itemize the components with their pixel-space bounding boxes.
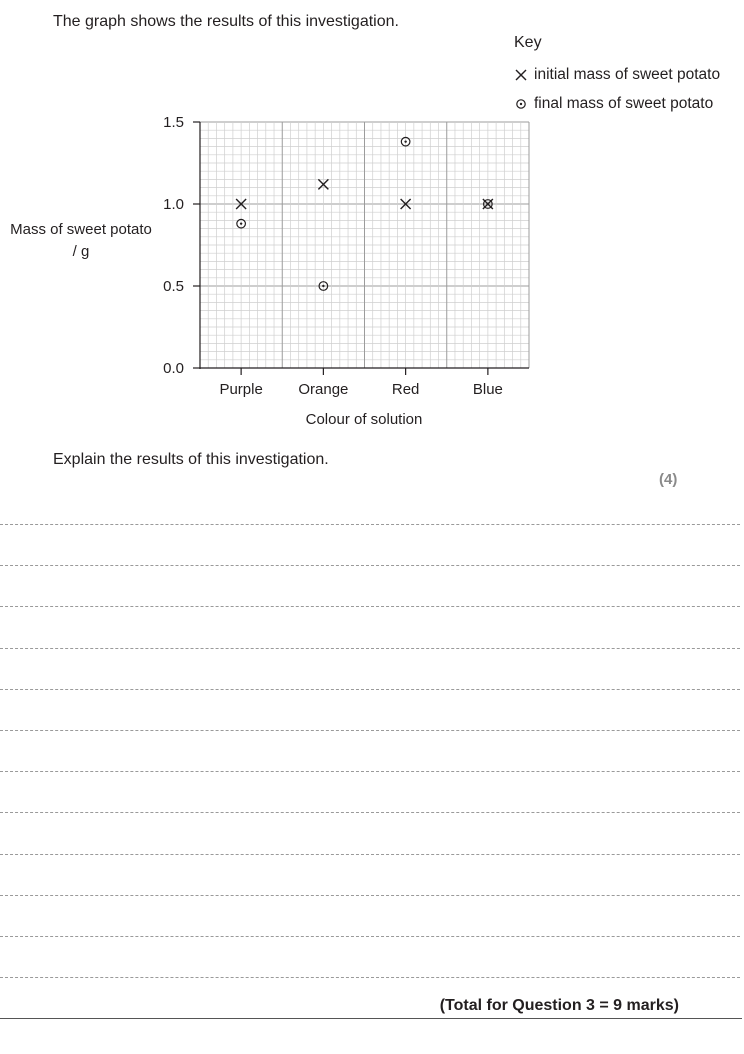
bottom-rule [0, 1018, 742, 1019]
answer-line[interactable] [0, 977, 740, 978]
circle-dot [322, 285, 324, 287]
chart-tick-labels [163, 114, 503, 398]
x-tick-label-purple: Purple [219, 381, 263, 398]
y-axis-label: Mass of sweet potato [10, 221, 152, 238]
y-tick-label: 0.0 [163, 360, 184, 377]
answer-line[interactable] [0, 771, 740, 772]
answer-line[interactable] [0, 936, 740, 937]
chart-grid [200, 122, 529, 368]
y-tick-label: 1.5 [163, 114, 184, 131]
circle-dot [240, 222, 242, 224]
question-text: Explain the results of this investigation. [53, 451, 329, 468]
key-title: Key [514, 34, 542, 51]
answer-line[interactable] [0, 812, 740, 813]
answer-line[interactable] [0, 524, 740, 525]
answer-line[interactable] [0, 730, 740, 731]
answer-line[interactable] [0, 565, 740, 566]
x-tick-label-blue: Blue [472, 381, 503, 398]
chart-axes [193, 122, 529, 375]
answer-line[interactable] [0, 648, 740, 649]
total-marks: (Total for Question 3 = 9 marks) [439, 997, 679, 1014]
answer-line[interactable] [0, 689, 740, 690]
mass-scatter-chart [0, 0, 744, 440]
key-initial-label: initial mass of sweet potato [534, 66, 721, 83]
key-final-label: final mass of sweet potato [534, 95, 714, 112]
marks-label: (4) [659, 471, 678, 488]
y-tick-label: 0.5 [163, 278, 184, 295]
answer-line[interactable] [0, 606, 740, 607]
answer-line[interactable] [0, 854, 740, 855]
x-axis-label: Colour of solution [305, 411, 423, 428]
y-tick-label: 1.0 [163, 196, 184, 213]
circle-dot [487, 203, 489, 205]
answer-line[interactable] [0, 895, 740, 896]
x-tick-label-red: Red [391, 381, 420, 398]
intro-text: The graph shows the results of this investigation. [53, 13, 399, 30]
x-tick-label-orange: Orange [298, 381, 349, 398]
y-axis-unit: / g [72, 243, 90, 260]
circle-dot [404, 140, 406, 142]
